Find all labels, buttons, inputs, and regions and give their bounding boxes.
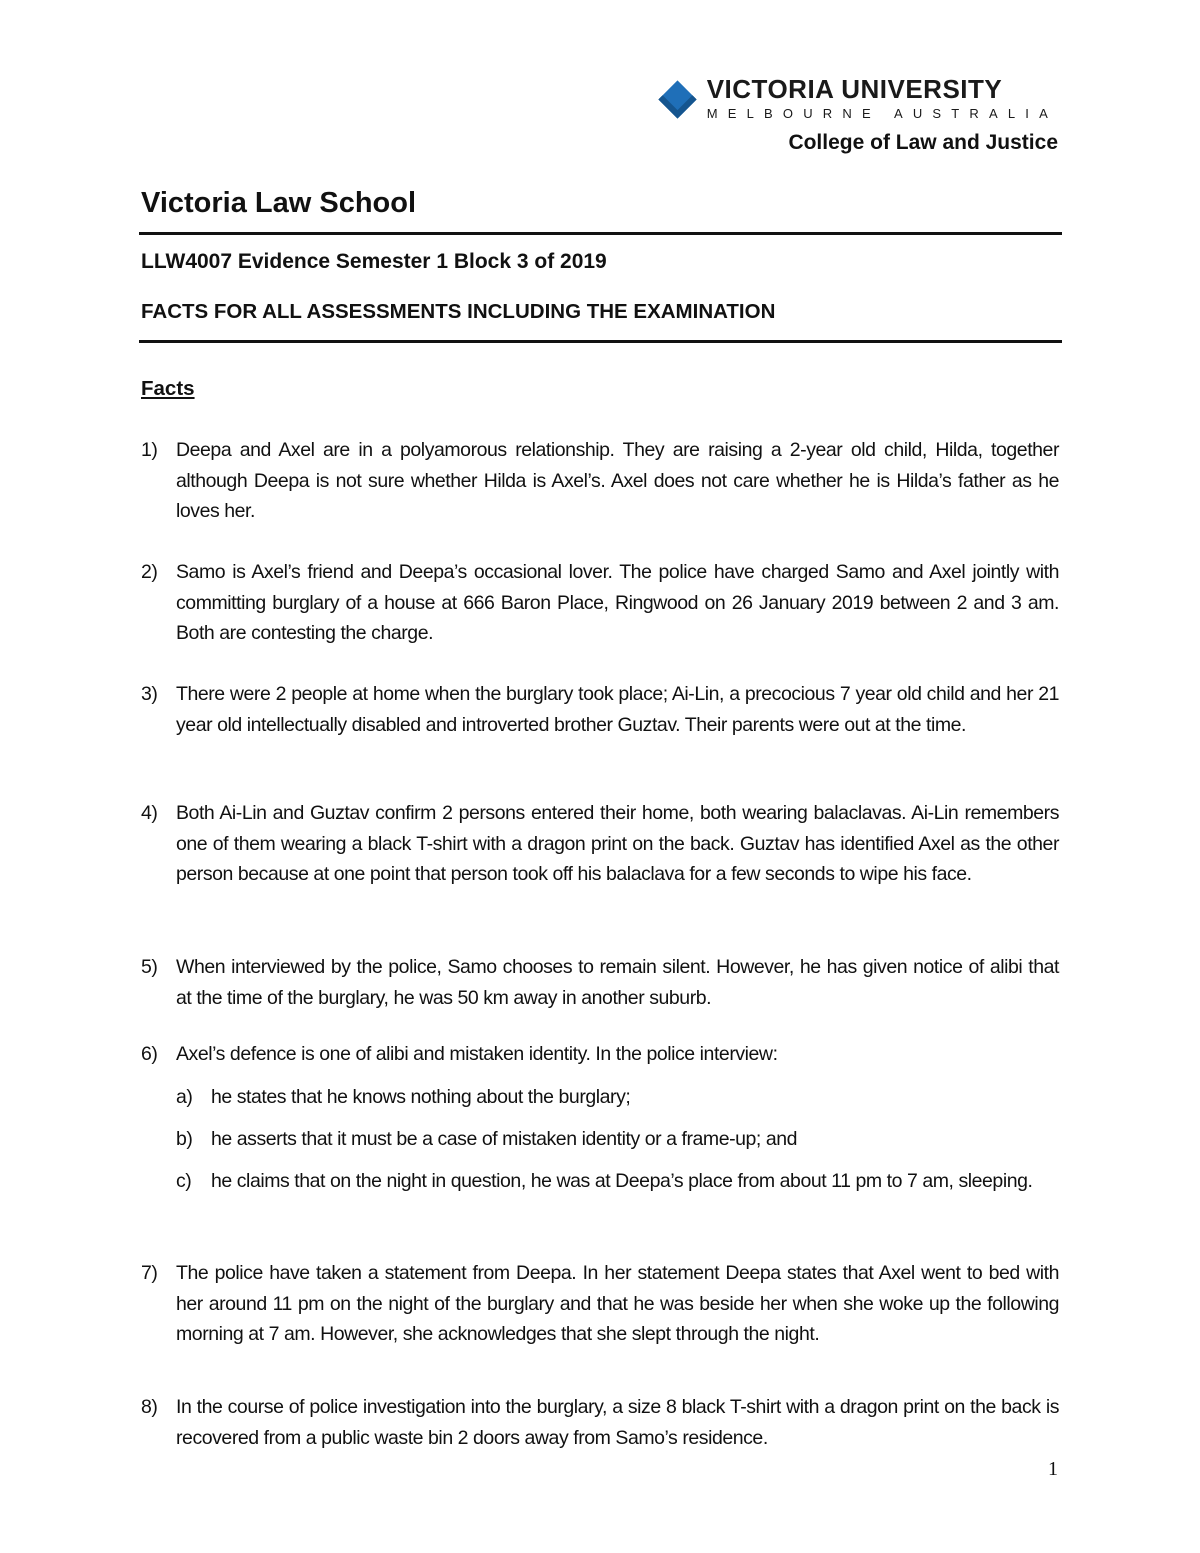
fact-item-4 [141,798,1059,890]
fact-number: 7) [141,1262,158,1284]
college-name: College of Law and Justice [788,131,1058,154]
fact-item-6 [141,1039,1059,1070]
university-logo [664,76,1058,122]
fact-text: When interviewed by the police, Samo chooses to remain silent. However, he has given notice of alibi that at the time of the burglary, he was 50 km away in another suburb. [176,956,1059,1009]
facts-heading: Facts [141,377,195,400]
fact-text: Axel’s defence is one of alibi and mistaken identity. In the police interview: [176,1043,778,1065]
fact-text: There were 2 people at home when the burglary took place; Ai-Lin, a precocious 7 year old child and her 21 year old intellectually disabled and introverted brother Guztav. Their parents were out at the time. [176,683,1059,736]
subitem-c [176,1166,1059,1197]
fact-number: 1) [141,439,158,461]
subitem-letter: a) [176,1086,193,1108]
fact-number: 4) [141,802,158,824]
document-subtitle: FACTS FOR ALL ASSESSMENTS INCLUDING THE EXAMINATION [141,300,776,323]
fact-text: Both Ai-Lin and Guztav confirm 2 persons entered their home, both wearing balaclavas. Ai-Lin remembers one of them wearing a black T-shirt with a dragon print on the back. Guztav has identified Axel as the other person because at one point that person took off his balaclava for a few seconds to wipe his face. [176,802,1059,885]
fact-number: 6) [141,1043,158,1065]
fact-text: In the course of police investigation into the burglary, a size 8 black T-shirt with a dragon print on the back is recovered from a public waste bin 2 doors away from Samo’s residence. [176,1396,1059,1449]
fact-item-8 [141,1392,1059,1453]
subitem-letter: c) [176,1170,192,1192]
subitem-text: he asserts that it must be a case of mistaken identity or a frame-up; and [211,1128,798,1150]
fact-number: 5) [141,956,158,978]
page-title: Victoria Law School [141,187,417,219]
subitem-text: he claims that on the night in question, he was at Deepa’s place from about 11 pm to 7 am, sleeping. [211,1170,1033,1192]
logo-name: VICTORIA UNIVERSITY [706,74,1003,104]
subitem-b [176,1124,1059,1155]
bottom-divider [139,340,1062,343]
fact-item-2 [141,557,1059,649]
fact-number: 8) [141,1396,158,1418]
subitem-letter: b) [176,1128,193,1150]
fact-text: Samo is Axel’s friend and Deepa’s occasional lover. The police have charged Samo and Axel jointly with committing burglary of a house at 666 Baron Place, Ringwood on 26 January 2019 between 2 and 3 am. Both are contesting the charge. [176,561,1059,644]
fact-item-3 [141,679,1059,740]
fact-item-1 [141,435,1059,527]
fact-text: The police have taken a statement from Deepa. In her statement Deepa states that Axel went to bed with her around 11 pm on the night of the burglary and that he was beside her when she woke up the following morning at 7 am. However, she acknowledges that she slept through the night. [176,1262,1059,1345]
subitem-a [176,1082,1059,1113]
fact-item-5 [141,952,1059,1013]
fact-text: Deepa and Axel are in a polyamorous relationship. They are raising a 2-year old child, Hilda, together although Deepa is not sure whether Hilda is Axel’s. Axel does not care whether he is Hilda’s father as he loves her. [176,439,1059,522]
logo-subtitle: MELBOURNE AUSTRALIA [706,106,1058,121]
subitem-text: he states that he knows nothing about the burglary; [211,1086,631,1108]
fact-number: 2) [141,561,158,583]
fact-number: 3) [141,683,158,705]
fact-item-7 [141,1258,1059,1350]
course-title: LLW4007 Evidence Semester 1 Block 3 of 2019 [141,250,607,273]
diamond-logo-icon [658,80,696,118]
page-number: 1 [1048,1458,1058,1480]
top-divider [139,232,1062,235]
